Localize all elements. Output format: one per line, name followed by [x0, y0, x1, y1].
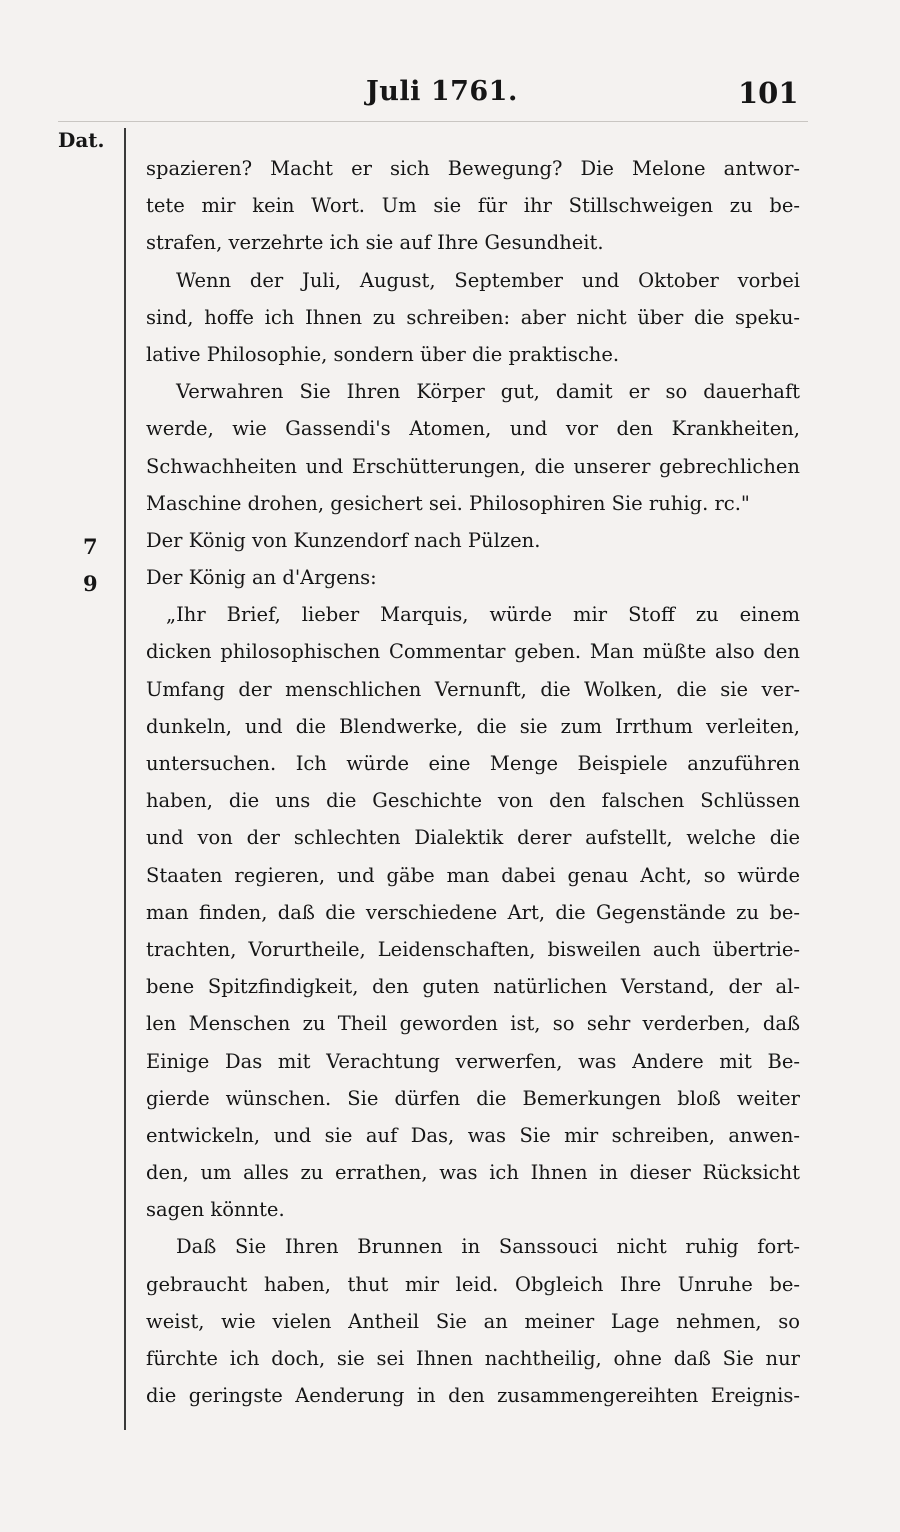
- text-line: werde, wie Gassendi's Atomen, und vor den Krankheiten,: [146, 417, 800, 441]
- text-line: Verwahren Sie Ihren Körper gut, damit er so dauerhaft: [176, 380, 800, 404]
- text-line: den, um alles zu errathen, was ich Ihnen in dieser Rücksicht: [146, 1161, 800, 1185]
- text-line: len Menschen zu Theil geworden ist, so sehr verderben, daß: [146, 1012, 800, 1036]
- text-line: dicken philosophischen Commentar geben. Man müßte also den: [146, 640, 800, 664]
- text-line: spazieren? Macht er sich Bewegung? Die Melone antwor-: [146, 157, 800, 180]
- text-line: Einige Das mit Verachtung verwerfen, was Andere mit Be-: [146, 1049, 800, 1073]
- text-line: lative Philosophie, sondern über die praktische.: [146, 342, 620, 366]
- text-line: entwickeln, und sie auf Das, was Sie mir schreiben, anwen-: [146, 1123, 800, 1147]
- margin-date-7: 7: [83, 534, 98, 559]
- page-header: [0, 76, 900, 116]
- text-line: Schwachheiten und Erschütterungen, die unserer gebrechlichen: [146, 454, 800, 478]
- text-line: untersuchen. Ich würde eine Menge Beispiele anzuführen: [146, 752, 800, 775]
- text-line: sind, hoffe ich Ihnen zu schreiben: aber nicht über die speku-: [146, 305, 800, 329]
- header-rule: [58, 121, 808, 122]
- text-line: trachten, Vorurtheile, Leidenschaften, bisweilen auch übertrie-: [146, 937, 800, 961]
- text-line: gebraucht haben, thut mir leid. Obgleich Ihre Unruhe be-: [146, 1272, 800, 1296]
- margin-rule: [124, 128, 126, 1430]
- text-line: und von der schlechten Dialektik derer aufstellt, welche die: [146, 826, 800, 850]
- running-title: Juli 1761.: [366, 76, 518, 107]
- text-line: gierde wünschen. Sie dürfen die Bemerkungen bloß weiter: [146, 1086, 800, 1110]
- text-line: dunkeln, und die Blendwerke, die sie zum Irrthum verleiten,: [146, 714, 800, 738]
- text-line: haben, die uns die Geschichte von den falschen Schlüssen: [146, 789, 800, 813]
- text-line: tete mir kein Wort. Um sie für ihr Stillschweigen zu be-: [146, 194, 800, 218]
- text-line: Der König von Kunzendorf nach Pülzen.: [146, 528, 541, 552]
- text-line: strafen, verzehrte ich sie auf Ihre Gesundheit.: [146, 231, 604, 255]
- page-number: 101: [738, 76, 799, 110]
- text-line: Staaten regieren, und gäbe man dabei genau Acht, so würde: [146, 863, 800, 887]
- margin-date-label: Dat.: [58, 128, 105, 152]
- text-line: Der König an d'Argens:: [146, 566, 377, 590]
- text-line: „Ihr Brief, lieber Marquis, würde mir Stoff zu einem: [166, 603, 800, 627]
- text-line: die geringste Aenderung in den zusammengereihten Ereignis-: [146, 1384, 800, 1408]
- text-line: fürchte ich doch, sie sei Ihnen nachtheilig, ohne daß Sie nur: [146, 1347, 800, 1370]
- text-line: bene Spitzfindigkeit, den guten natürlichen Verstand, der al-: [146, 975, 800, 999]
- text-line: sagen könnte.: [146, 1198, 285, 1222]
- margin-date-9: 9: [83, 571, 98, 596]
- body-text: [146, 150, 800, 1414]
- text-line: Umfang der menschlichen Vernunft, die Wolken, die sie ver-: [146, 677, 800, 701]
- text-line: Maschine drohen, gesichert sei. Philosophiren Sie ruhig. rc.": [146, 491, 750, 515]
- text-line: man finden, daß die verschiedene Art, die Gegenstände zu be-: [146, 900, 800, 924]
- text-line: weist, wie vielen Antheil Sie an meiner Lage nehmen, so: [146, 1309, 800, 1333]
- text-line: Daß Sie Ihren Brunnen in Sanssouci nicht ruhig fort-: [176, 1235, 800, 1259]
- text-line: Wenn der Juli, August, September und Oktober vorbei: [176, 268, 800, 292]
